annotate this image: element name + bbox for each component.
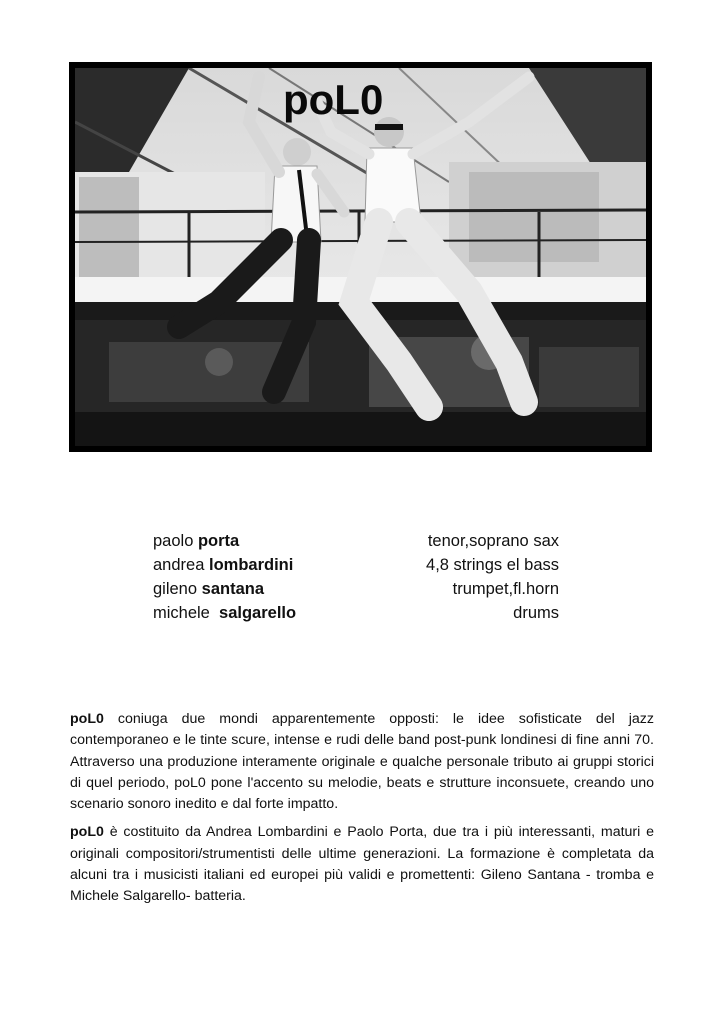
member-instrument: drums — [513, 604, 559, 622]
band-lineup — [153, 529, 559, 625]
description-paragraph: poL0 coniuga due mondi apparentemente opposti: le idee sofisticate del jazz contemporaneo e le tinte scure, intense e rudi delle band post-punk londinesi di fine anni 70. Attraverso una produzione interamente originale e qualche personale tributo ai gruppi storici di quel periodo, poL0 pone l'accento su melodie, beats e strutture inconsuete, creando uno scenario sonoro inedito e dal forte impatto. — [70, 711, 654, 813]
member-name: andrea lombardini — [153, 556, 294, 574]
member-instrument: tenor,soprano sax — [427, 532, 559, 550]
photo-band-logo: poL0 — [283, 76, 384, 123]
member-name: paolo porta — [153, 532, 240, 550]
band-description — [70, 709, 654, 915]
lineup-row — [153, 601, 559, 625]
description-paragraph: poL0 è costituito da Andrea Lombardini e Paolo Porta, due tra i più interessanti, maturi e originali compositori/strumentisti delle ultime generazioni. La formazione è completata da alcuni tra i musicisti italiani ed europei più validi e promettenti: Gileno Santana - tromba e Michele Salgarello- batteria. — [70, 824, 654, 905]
lineup-row — [153, 577, 559, 601]
member-name: gileno santana — [153, 580, 264, 598]
member-instrument: trumpet,fl.horn — [452, 580, 559, 598]
band-photo — [69, 62, 652, 452]
lineup-row — [153, 553, 559, 577]
lineup-row — [153, 529, 559, 553]
member-name: michele salgarello — [153, 604, 297, 622]
member-instrument: 4,8 strings el bass — [426, 556, 559, 574]
